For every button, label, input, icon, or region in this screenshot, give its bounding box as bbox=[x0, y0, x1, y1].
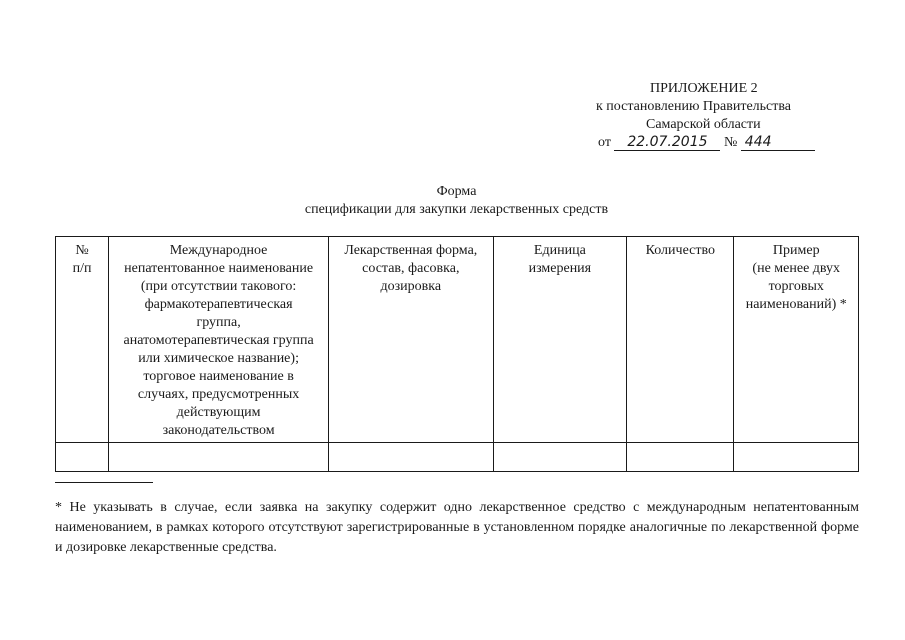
table-header-row bbox=[56, 237, 859, 443]
form-subtitle: спецификации для закупки лекарственных средств bbox=[304, 202, 609, 217]
handwritten-number: 444 bbox=[741, 134, 815, 151]
footnote-separator bbox=[55, 482, 153, 483]
handwritten-date: 22.07.2015 bbox=[614, 134, 720, 151]
table-cell bbox=[627, 443, 734, 472]
header-quantity-label: Количество bbox=[645, 243, 715, 258]
table-cell bbox=[329, 443, 494, 472]
header-name-label: Международное непатентованное наименование (при отсутствии такового: фармакотерапевтическая группа, анатомотерапевтическая группа или химическое название); торговое наименование в случаях, предусмотренных действующим законодательством bbox=[123, 243, 314, 438]
appendix-date-line bbox=[560, 134, 860, 152]
table-cell bbox=[734, 443, 859, 472]
appendix-block bbox=[560, 80, 860, 152]
header-number bbox=[56, 237, 109, 443]
header-name bbox=[109, 237, 329, 443]
appendix-region-line: Самарской области bbox=[646, 117, 761, 132]
appendix-resolution-line: к постановлению Правительства bbox=[596, 99, 792, 114]
date-prefix: от bbox=[598, 135, 611, 150]
header-quantity bbox=[627, 237, 734, 443]
header-example-label: Пример (не менее двух торговых наименований) * bbox=[745, 243, 847, 312]
specification-table bbox=[55, 236, 859, 472]
appendix-title: ПРИЛОЖЕНИЕ 2 bbox=[650, 81, 758, 96]
form-title: Форма bbox=[436, 184, 477, 199]
table-cell bbox=[56, 443, 109, 472]
header-dosage-form-label: Лекарственная форма, состав, фасовка, дозировка bbox=[344, 243, 478, 294]
header-unit bbox=[493, 237, 626, 443]
header-dosage-form bbox=[329, 237, 494, 443]
header-example bbox=[734, 237, 859, 443]
header-unit-label: Единица измерения bbox=[528, 243, 592, 276]
footnote: * Не указывать в случае, если заявка на закупку содержит одно лекарственное средство с международным непатентованным наименованием, в рамках которого отсутствуют зарегистрированные в установленном порядке аналогичные по лекарственной форме и дозировке лекарственные средства. bbox=[55, 500, 859, 555]
table-row bbox=[56, 443, 859, 472]
number-sign: № bbox=[723, 135, 738, 150]
table-cell bbox=[109, 443, 329, 472]
table-cell bbox=[493, 443, 626, 472]
header-number-label: № п/п bbox=[72, 243, 92, 276]
